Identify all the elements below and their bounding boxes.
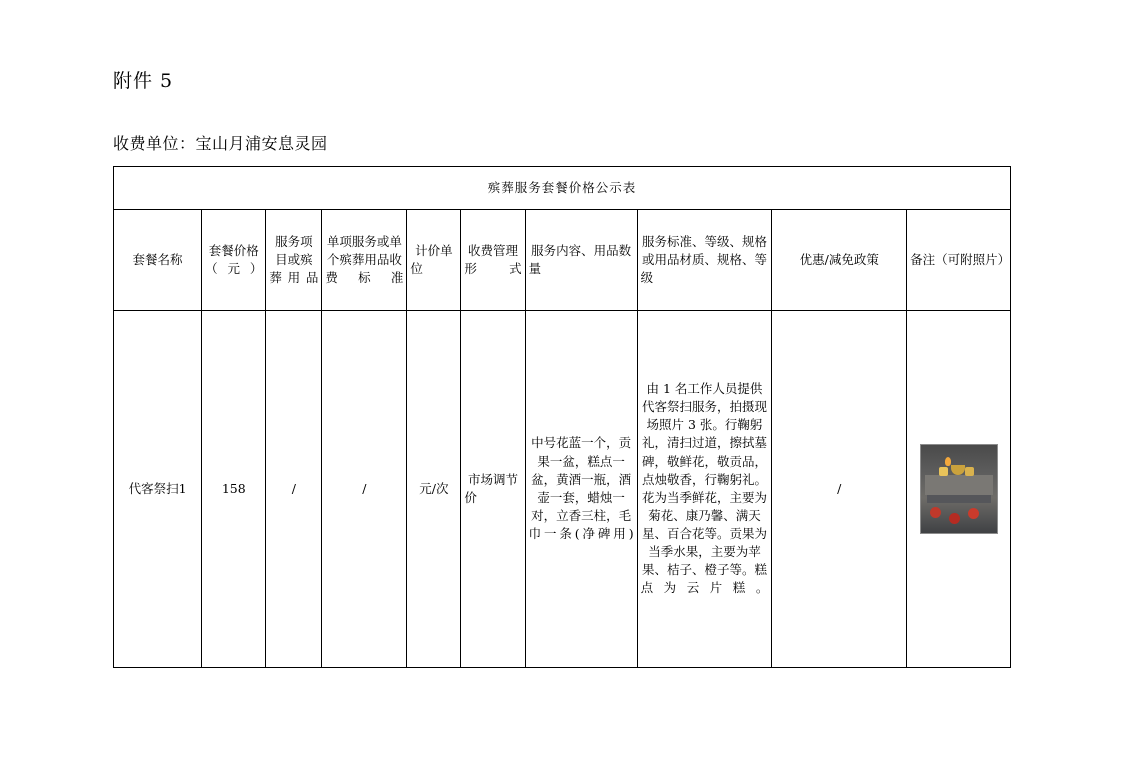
header-unit-price-standard: 单项服务或单个殡葬用品收费标准 (322, 209, 407, 310)
photo-flower-1 (930, 507, 941, 518)
photo-bowl (951, 465, 965, 475)
header-package-price: 套餐价格（元） (202, 209, 266, 310)
cell-remark-photo (907, 310, 1011, 667)
header-package-name: 套餐名称 (114, 209, 202, 310)
cell-package-name: 代客祭扫1 (114, 310, 202, 667)
header-price-unit: 计价单位 (407, 209, 461, 310)
cell-content-quantity: 中号花蓝一个，贡果一盆，糕点一盆，黄酒一瓶，酒壶一套，蜡烛一对，立香三柱，毛巾一条(净碑用) (525, 310, 637, 667)
header-charge-mode: 收费管理形式 (461, 209, 525, 310)
header-discount-policy: 优惠/减免政策 (772, 209, 907, 310)
price-table (113, 166, 1011, 668)
header-remark: 备注（可附照片） (907, 209, 1011, 310)
charging-unit-line: 收费单位：宝山月浦安息灵园 (113, 133, 328, 153)
photo-flower-3 (968, 508, 979, 519)
cell-standard-spec: 由 1 名工作人员提供代客祭扫服务，拍摄现场照片 3 张。行鞠躬礼，清扫过道，擦拭墓碑，敬鲜花，敬贡品，点烛敬香，行鞠躬礼。花为当季鲜花，主要为菊花、康乃馨、满天星、百合花等。贡果为当季水果，主要为苹果、桔子、橙子等。糕点为云片糕。 (637, 310, 772, 667)
photo-cup-left (939, 467, 948, 476)
header-content-quantity: 服务内容、用品数量 (525, 209, 637, 310)
table-header-row (114, 209, 1011, 310)
cell-charge-mode: 市场调节价 (461, 310, 525, 667)
cell-price-unit: 元/次 (407, 310, 461, 667)
table-caption-row (114, 166, 1011, 209)
photo-cup-right (965, 467, 974, 476)
tomb-offering-photo (920, 444, 998, 534)
table-row (114, 310, 1011, 667)
cell-package-price: 158 (202, 310, 266, 667)
cell-service-item: / (266, 310, 322, 667)
table-caption: 殡葬服务套餐价格公示表 (114, 166, 1011, 209)
attachment-label: 附件 5 (113, 70, 174, 92)
header-service-item: 服务项目或殡葬用品 (266, 209, 322, 310)
cell-discount-policy: / (772, 310, 907, 667)
photo-flower-2 (949, 513, 960, 524)
header-standard-spec: 服务标准、等级、规格或用品材质、规格、等级 (637, 209, 772, 310)
photo-candle-flame (945, 457, 951, 466)
photo-slab (925, 475, 993, 495)
cell-unit-price-standard: / (322, 310, 407, 667)
